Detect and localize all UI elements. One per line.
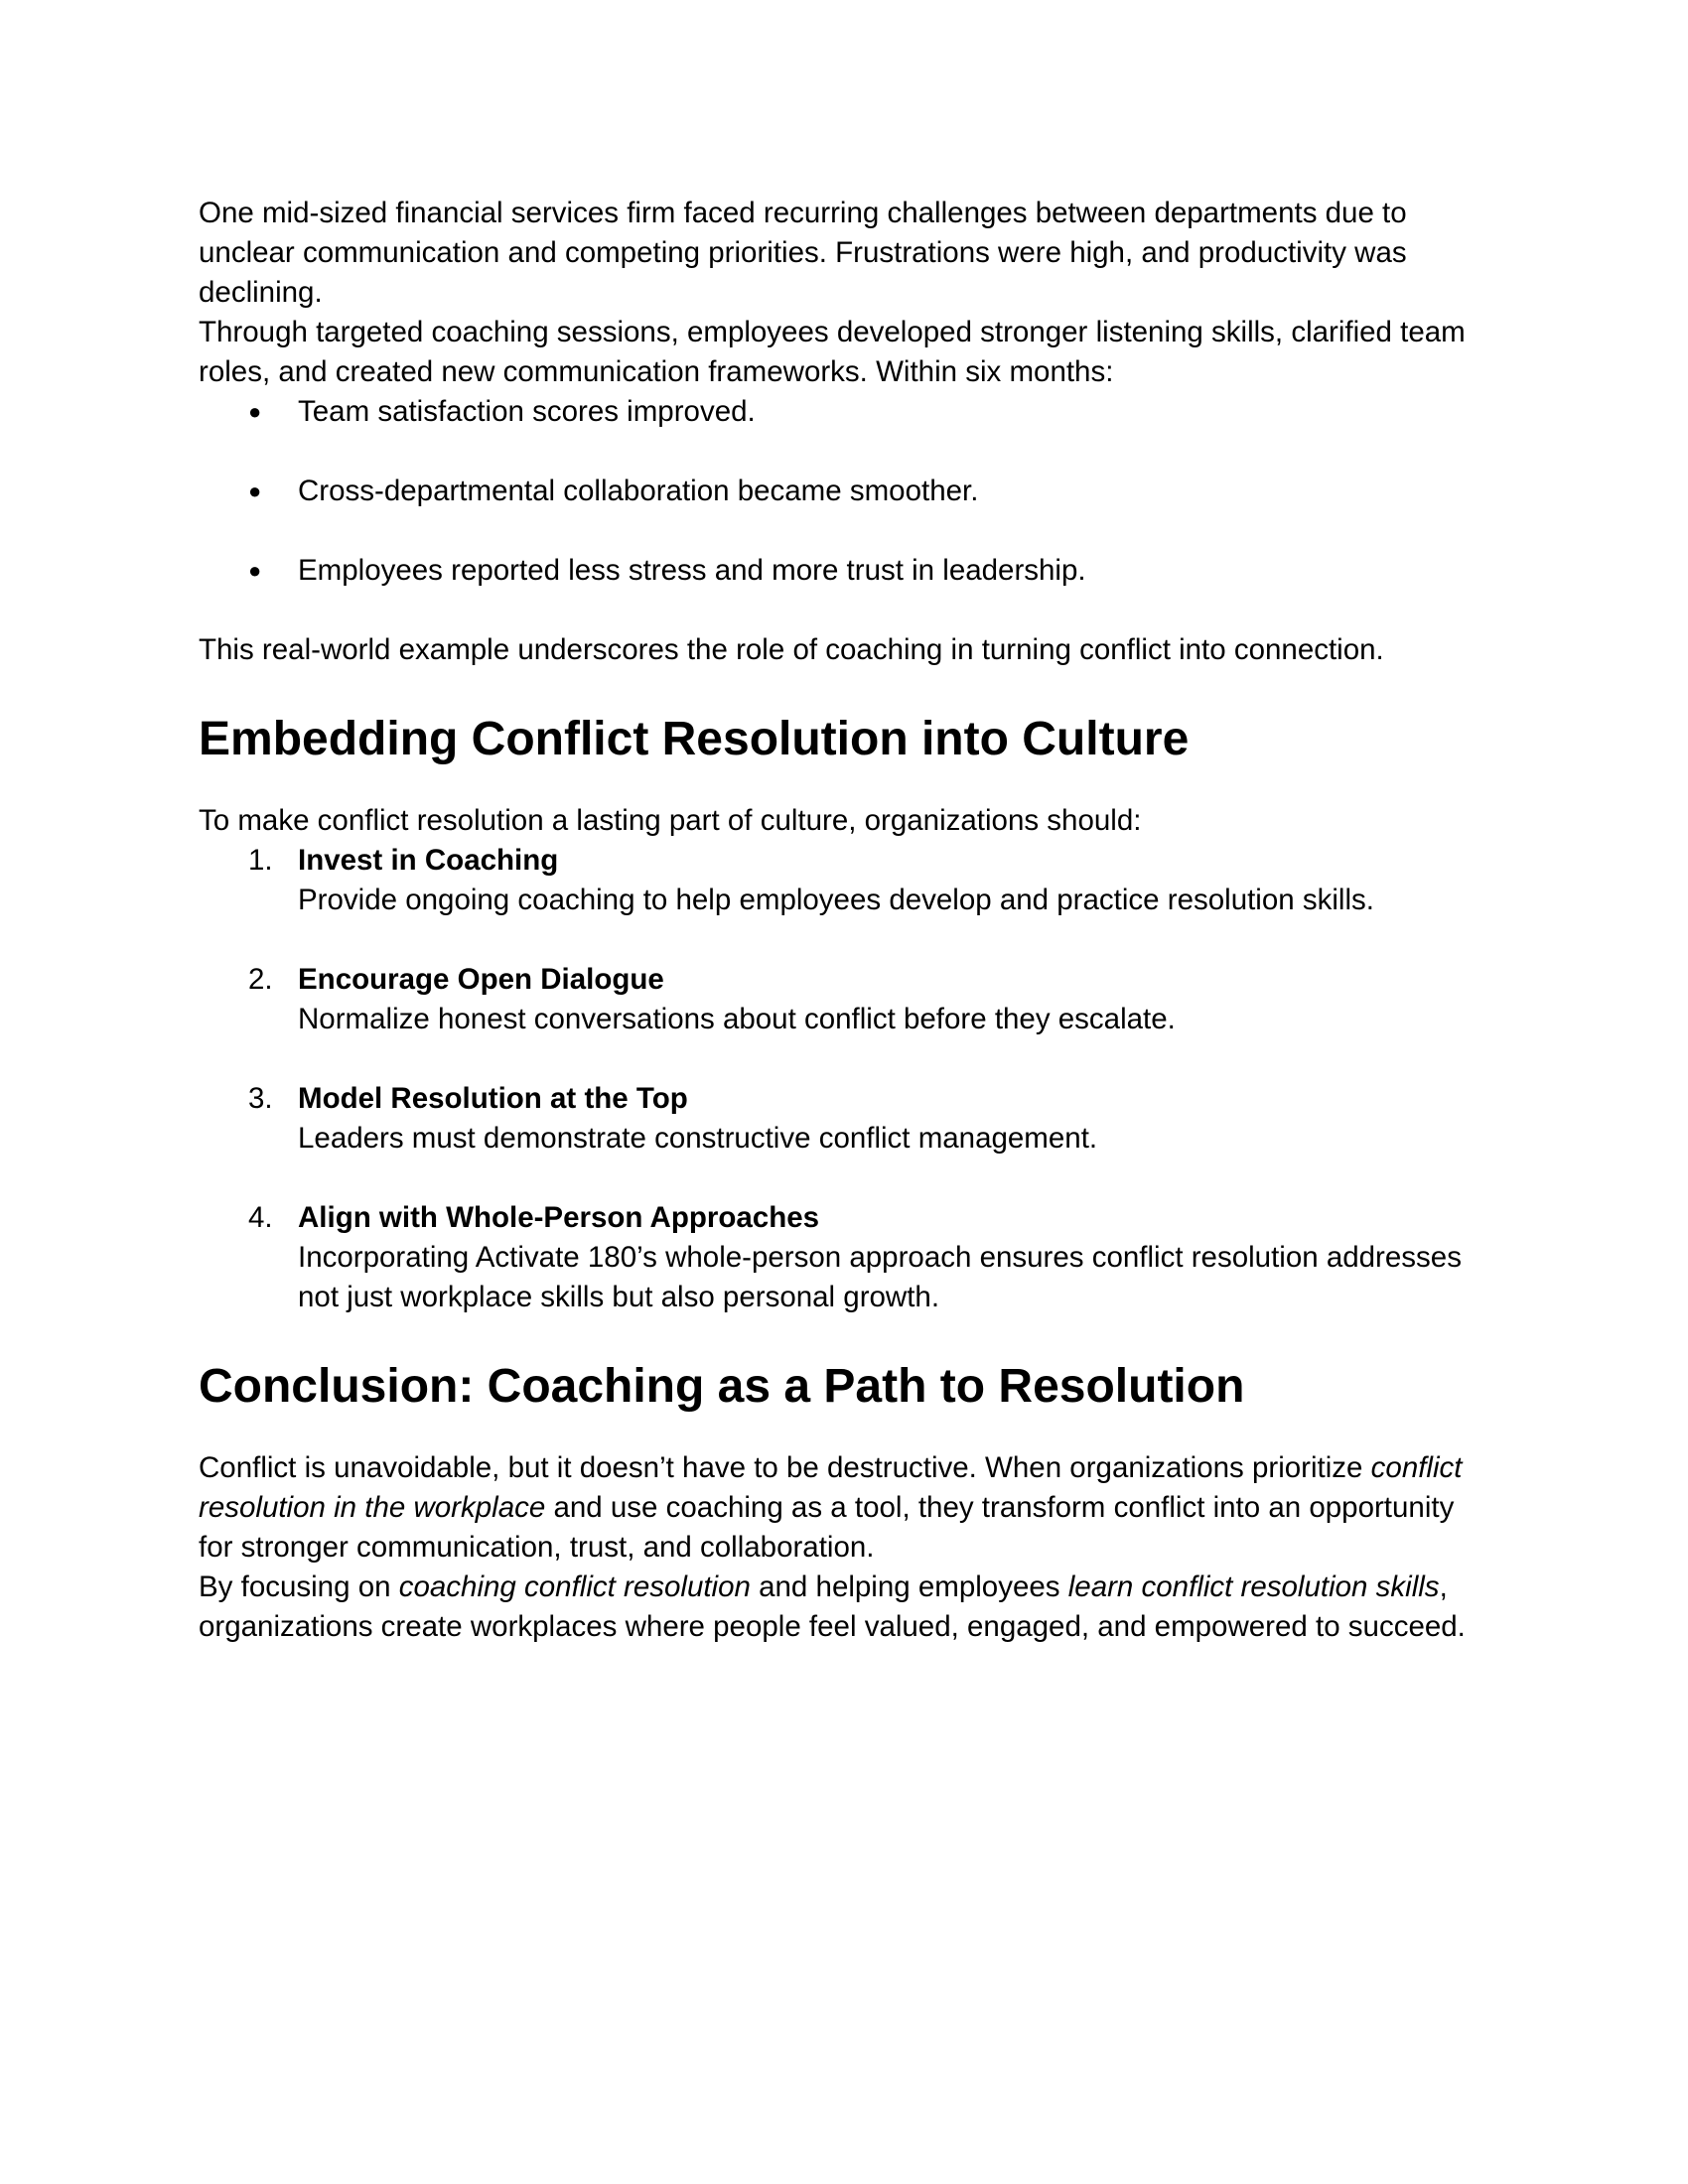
list-item bbox=[199, 1079, 1489, 1159]
culture-intro-paragraph: To make conflict resolution a lasting part of culture, organizations should: bbox=[199, 804, 1142, 837]
list-item bbox=[199, 551, 1489, 591]
step-description: Normalize honest conversations about conflict before they escalate. bbox=[298, 1003, 1176, 1035]
text-run: By focusing on bbox=[199, 1570, 399, 1603]
intro-paragraph-1: One mid-sized financial services firm faced recurring challenges between departments due to unclear communication and competing priorities. Frustrations were high, and productivity was declining. bbox=[199, 197, 1407, 309]
list-item bbox=[199, 841, 1489, 920]
conclusion-paragraph-2 bbox=[199, 1568, 1489, 1647]
step-title: Encourage Open Dialogue bbox=[298, 963, 664, 996]
list-item bbox=[199, 960, 1489, 1039]
list-item bbox=[199, 472, 1489, 511]
bullet-text: Team satisfaction scores improved. bbox=[298, 395, 756, 428]
conclusion-paragraph-1 bbox=[199, 1448, 1489, 1568]
bullet-text: Employees reported less stress and more trust in leadership. bbox=[298, 554, 1086, 587]
intro-paragraph-2: Through targeted coaching sessions, employees developed stronger listening skills, clarified team roles, and created new communication frameworks. Within six months: bbox=[199, 316, 1466, 388]
italic-phrase: conflict resolution in the workplace bbox=[199, 1451, 1463, 1524]
culture-heading: Embedding Conflict Resolution into Culture bbox=[199, 713, 1190, 765]
document-page bbox=[199, 194, 1489, 1647]
step-number: 4. bbox=[248, 1201, 273, 1234]
step-number: 1. bbox=[248, 844, 273, 877]
step-number: 3. bbox=[248, 1082, 273, 1115]
step-number: 2. bbox=[248, 963, 273, 996]
text-run: , organizations create workplaces where people feel valued, engaged, and empowered to succeed. bbox=[199, 1570, 1466, 1643]
text-run: Conflict is unavoidable, but it doesn’t have to be destructive. When organizations prioritize bbox=[199, 1451, 1371, 1484]
step-description: Incorporating Activate 180’s whole-person approach ensures conflict resolution addresses not just workplace skills but also personal growth. bbox=[298, 1241, 1462, 1313]
step-title: Invest in Coaching bbox=[298, 844, 559, 877]
example-paragraph: This real-world example underscores the role of coaching in turning conflict into connection. bbox=[199, 633, 1384, 666]
bullet-text: Cross-departmental collaboration became smoother. bbox=[298, 475, 979, 507]
step-title: Model Resolution at the Top bbox=[298, 1082, 688, 1115]
conclusion-heading: Conclusion: Coaching as a Path to Resolution bbox=[199, 1360, 1245, 1413]
bullet-icon: ● bbox=[248, 558, 262, 583]
results-bullet-list bbox=[199, 392, 1489, 591]
bullet-icon: ● bbox=[248, 478, 262, 503]
text-run: and helping employees bbox=[750, 1570, 1068, 1603]
italic-phrase: learn conflict resolution skills bbox=[1067, 1570, 1440, 1603]
culture-steps-list bbox=[199, 841, 1489, 1317]
list-item bbox=[199, 392, 1489, 432]
italic-phrase: coaching conflict resolution bbox=[398, 1570, 751, 1603]
step-title: Align with Whole-Person Approaches bbox=[298, 1201, 820, 1234]
text-run: and use coaching as a tool, they transform conflict into an opportunity for stronger communication, trust, and collaboration. bbox=[199, 1491, 1455, 1564]
step-description: Provide ongoing coaching to help employees develop and practice resolution skills. bbox=[298, 884, 1374, 916]
step-description: Leaders must demonstrate constructive conflict management. bbox=[298, 1122, 1098, 1155]
bullet-icon: ● bbox=[248, 399, 262, 424]
list-item bbox=[199, 1198, 1489, 1317]
